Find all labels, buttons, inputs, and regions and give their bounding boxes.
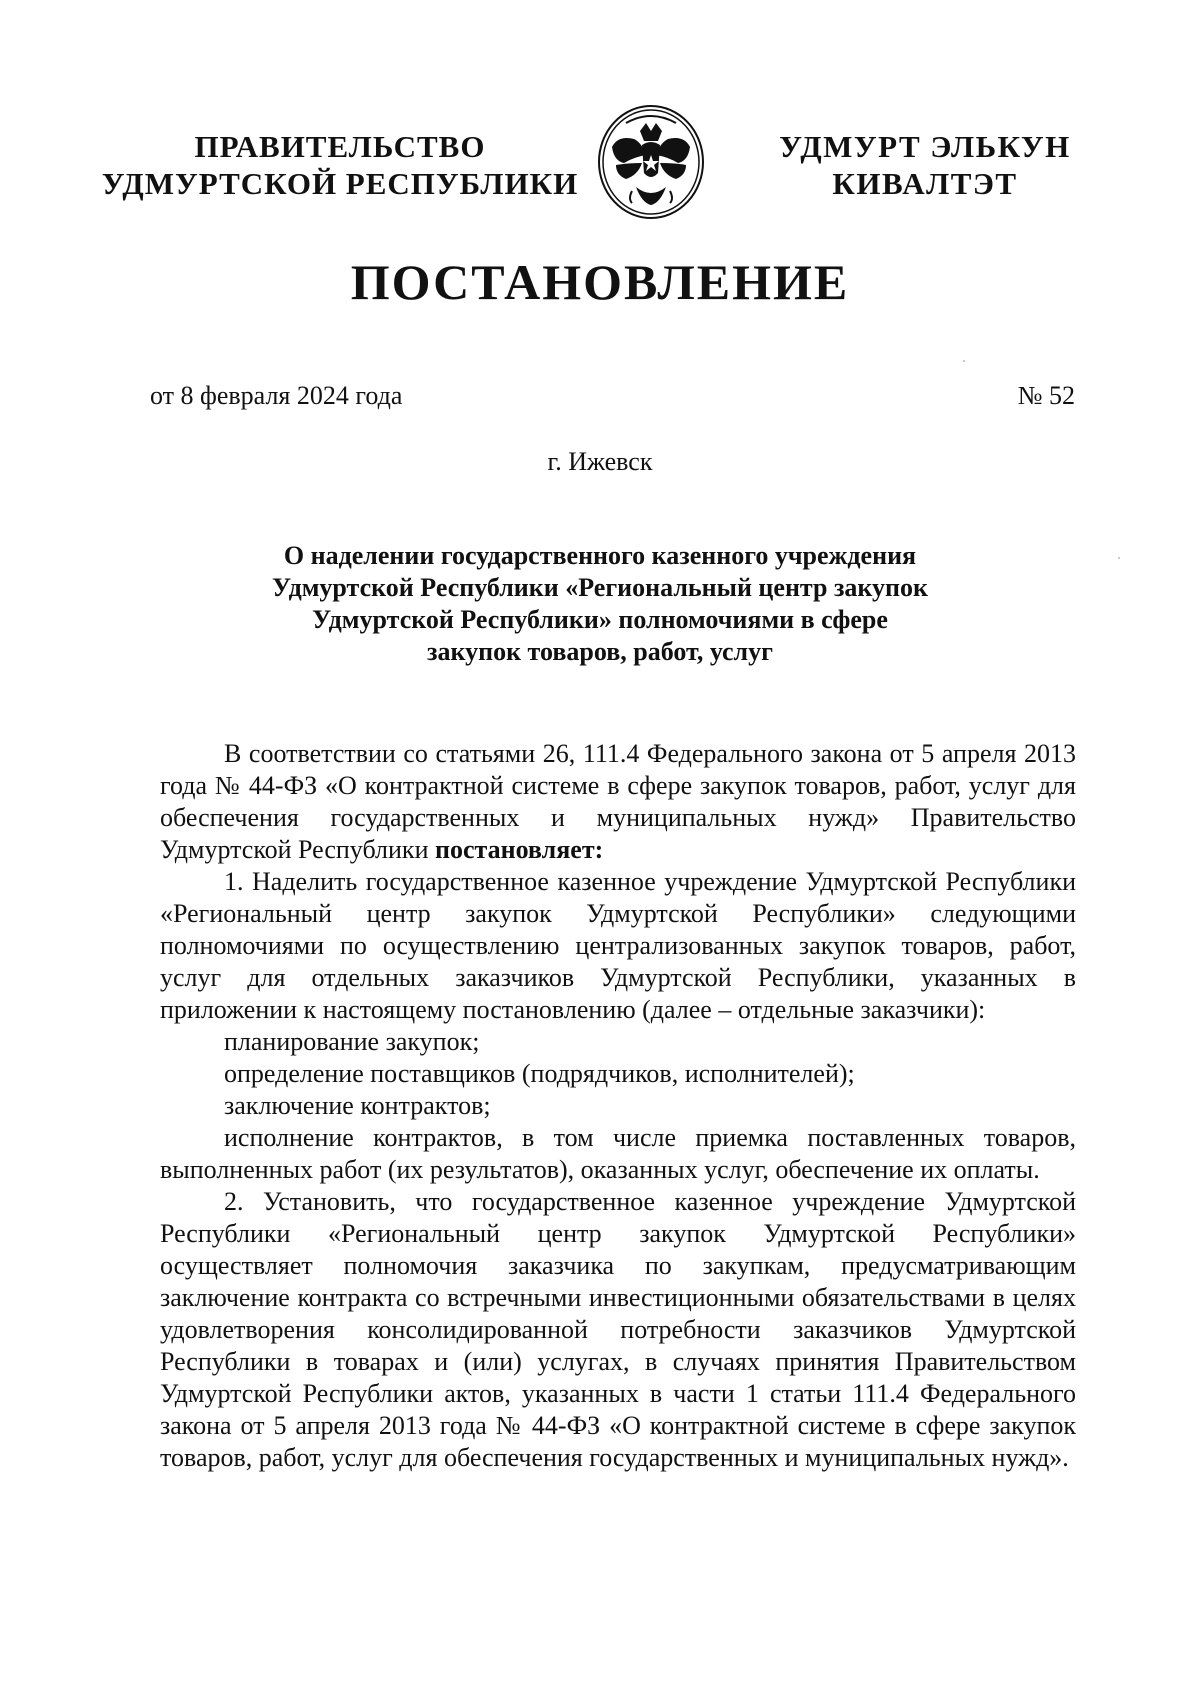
preamble-decree-word: постановляет [434, 835, 595, 864]
document-date: от 8 февраля 2024 года [150, 381, 403, 410]
document-city: г. Ижевск [547, 447, 653, 476]
issuer-russian-line1: ПРАВИТЕЛЬСТВО [194, 129, 486, 164]
list-item: определение поставщиков (подрядчиков, исполнителей); [224, 1059, 855, 1088]
subject-line2: Удмуртской Республики «Региональный центр закупок [271, 573, 928, 602]
issuer-udmurt-line1: УДМУРТ ЭЛЬКУН [779, 129, 1071, 164]
coat-of-arms-icon [596, 103, 706, 221]
document-body [160, 738, 1076, 1474]
issuer-udmurt-line2: КИВАЛТЭТ [832, 166, 1018, 201]
subject-line3: Удмуртской Республики» полномочиями в сфере [312, 605, 888, 634]
list-item: планирование закупок; [224, 1027, 480, 1056]
document-subject [200, 540, 1000, 668]
preamble-text: В соответствии со статьями 26, 111.4 Федерального закона от 5 апреля 2013 года № 44-ФЗ «О контрактной системе в сфере закупок товаров, работ, услуг для обеспечения государственных и муниципальных нужд» Правительство Удмуртской Республики [160, 739, 1076, 864]
clause-1: 1. Наделить государственное казенное учреждение Удмуртской Республики «Региональный центр закупок Удмуртской Республики» следующими полномочиями по осуществлению централизованных закупок товаров, работ, услуг для отдельных заказчиков Удмуртской Республики, указанных в приложении к настоящему постановлению (далее – отдельные заказчики): [160, 867, 1076, 1024]
scan-speck [1118, 557, 1120, 559]
subject-line1: О наделении государственного казенного учреждения [283, 541, 917, 570]
list-item: заключение контрактов; [224, 1091, 491, 1120]
document-type-title: ПОСТАНОВЛЕНИЕ [350, 254, 850, 310]
subject-line4: закупок товаров, работ, услуг [427, 637, 773, 666]
list-item: исполнение контрактов, в том числе приемка поставленных товаров, выполненных работ (их результатов), оказанных услуг, обеспечение их оплаты. [160, 1123, 1076, 1184]
issuer-russian-line2: УДМУРТСКОЙ РЕСПУБЛИКИ [101, 166, 579, 201]
preamble-paragraph [160, 738, 1076, 866]
issuer-udmurt [760, 128, 1090, 202]
preamble-colon: : [594, 835, 604, 864]
clause-2: 2. Установить, что государственное казенное учреждение Удмуртской Республики «Региональный центр закупок Удмуртской Республики» осуществляет полномочия заказчика по закупкам, предусматривающим заключение контракта со встречными инвестиционными обязательствами в целях удовлетворения консолидированной потребности заказчиков Удмуртской Республики в товарах и (или) услугах, в случаях принятия Правительством Удмуртской Республики актов, указанных в части 1 статьи 111.4 Федерального закона от 5 апреля 2013 года № 44-ФЗ «О контрактной системе в сфере закупок товаров, работ, услуг для обеспечения государственных и муниципальных нужд». [160, 1187, 1076, 1472]
issuer-russian [100, 128, 580, 202]
scan-speck [963, 360, 965, 362]
document-number: № 52 [1017, 381, 1075, 410]
